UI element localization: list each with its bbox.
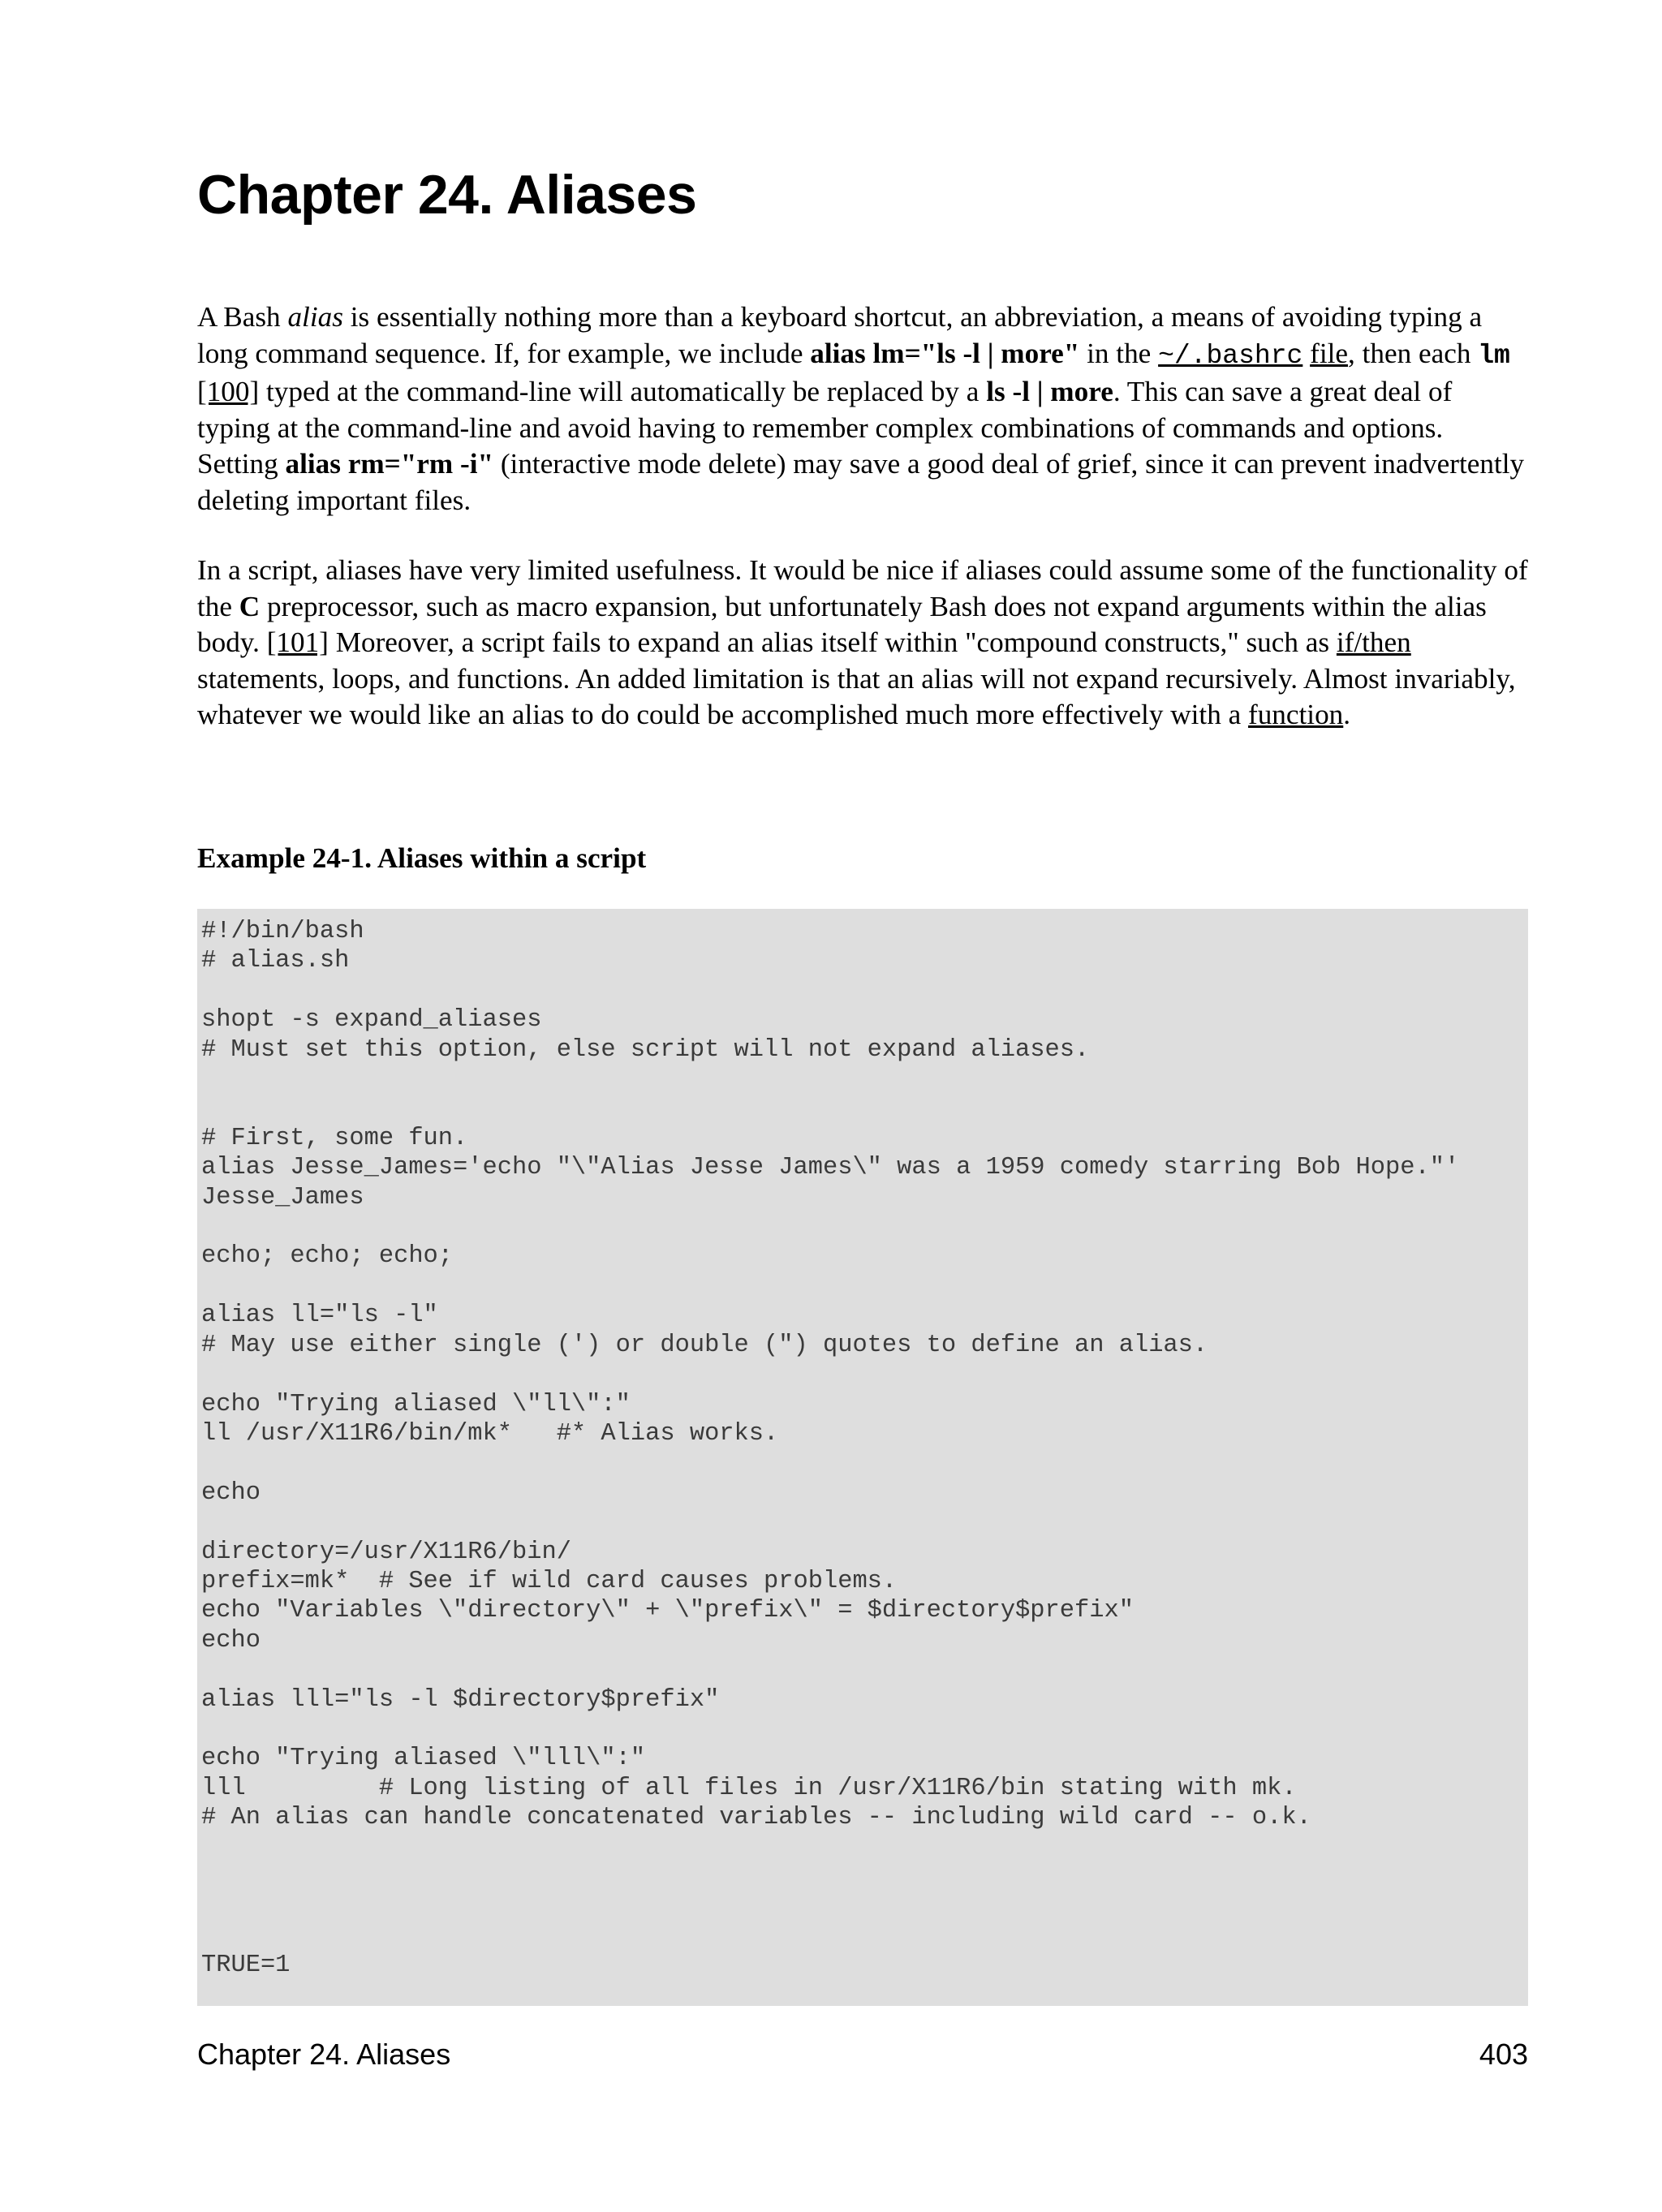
page-number: 403 xyxy=(1479,2038,1528,2071)
bold-command: alias rm="rm -i" xyxy=(285,448,494,480)
text-run: in the xyxy=(1079,337,1159,369)
text-run: A Bash xyxy=(197,301,288,333)
text-run: statements, loops, and functions. An added limitation is that an alias will not expand recursively. Almost invariably, whatever we would like an alias to do could be accomplished much more effectively with a xyxy=(197,662,1516,731)
bashrc-link[interactable]: ~/.bashrc xyxy=(1158,340,1303,371)
text-run: . xyxy=(1343,699,1351,731)
inline-code: lm xyxy=(1478,340,1510,371)
text-run: preprocessor, such as macro expansion, but unfortunately Bash does not expand arguments within the alias body. xyxy=(197,590,1487,659)
footnote-link-101[interactable]: [101] xyxy=(266,626,329,659)
bold-command: alias lm="ls -l | more" xyxy=(810,337,1080,369)
footer-chapter-title: Chapter 24. Aliases xyxy=(197,2038,451,2071)
example-title: Example 24-1. Aliases within a script xyxy=(197,842,647,874)
file-link[interactable]: file xyxy=(1310,337,1349,369)
code-block xyxy=(197,909,1528,2006)
function-link[interactable]: function xyxy=(1248,699,1344,731)
bold-term: C xyxy=(239,590,260,622)
text-run: typed at the command-line will automatically be replaced by a xyxy=(259,376,987,408)
text-run: In a script, aliases have very limited usefulness. It would be nice if aliases could assume some of the functionality of the xyxy=(197,554,1528,622)
chapter-title: Chapter 24. Aliases xyxy=(197,164,697,226)
bold-command: ls -l | more xyxy=(986,376,1113,408)
script-paragraph xyxy=(197,553,1528,734)
text-run: Moreover, a script fails to expand an alias itself within "compound constructs," such as xyxy=(328,626,1337,659)
if-then-link[interactable]: if/then xyxy=(1336,626,1411,659)
text-run: (interactive mode delete) may save a good deal of grief, since it can prevent inadvertently deleting important files. xyxy=(197,448,1525,516)
document-page xyxy=(197,0,1528,2212)
alias-term: alias xyxy=(287,301,343,333)
intro-paragraph xyxy=(197,299,1528,519)
text-run: . This can save a great deal of typing at the command-line and avoid having to remember complex combinations of commands and options. Setting xyxy=(197,376,1453,480)
text-run: is essentially nothing more than a keyboard shortcut, an abbreviation, a means of avoiding typing a long command sequence. If, for example, we include xyxy=(197,301,1483,369)
code-listing: #!/bin/bash # alias.sh shopt -s expand_aliases # Must set this option, else script will not expand aliases. # First, some fun. alias Jesse_James='echo "\"Alias Jesse James\" was a 1959 comedy starring Bob Hope."' Jesse_James echo; echo; echo; alias ll="ls -l" # May use either single (') or double (") quotes to define an alias. echo "Trying aliased \"ll\":" ll /usr/X11R6/bin/mk* #* Alias works. echo directory=/usr/X11R6/bin/ prefix=mk* # See if wild card causes problems. echo "Variables \"directory\" + \"prefix\" = $directory$prefix" echo alias lll="ls -l $directory$prefix" echo "Trying aliased \"lll\":" lll # Long listing of all files in /usr/X11R6/bin stating with mk. # An alias can handle concatenated variables -- including wild card -- o.k. TRUE=1 xyxy=(201,918,1460,1980)
footnote-link-100[interactable]: [100] xyxy=(197,376,260,408)
text-run: , then each xyxy=(1348,337,1479,369)
